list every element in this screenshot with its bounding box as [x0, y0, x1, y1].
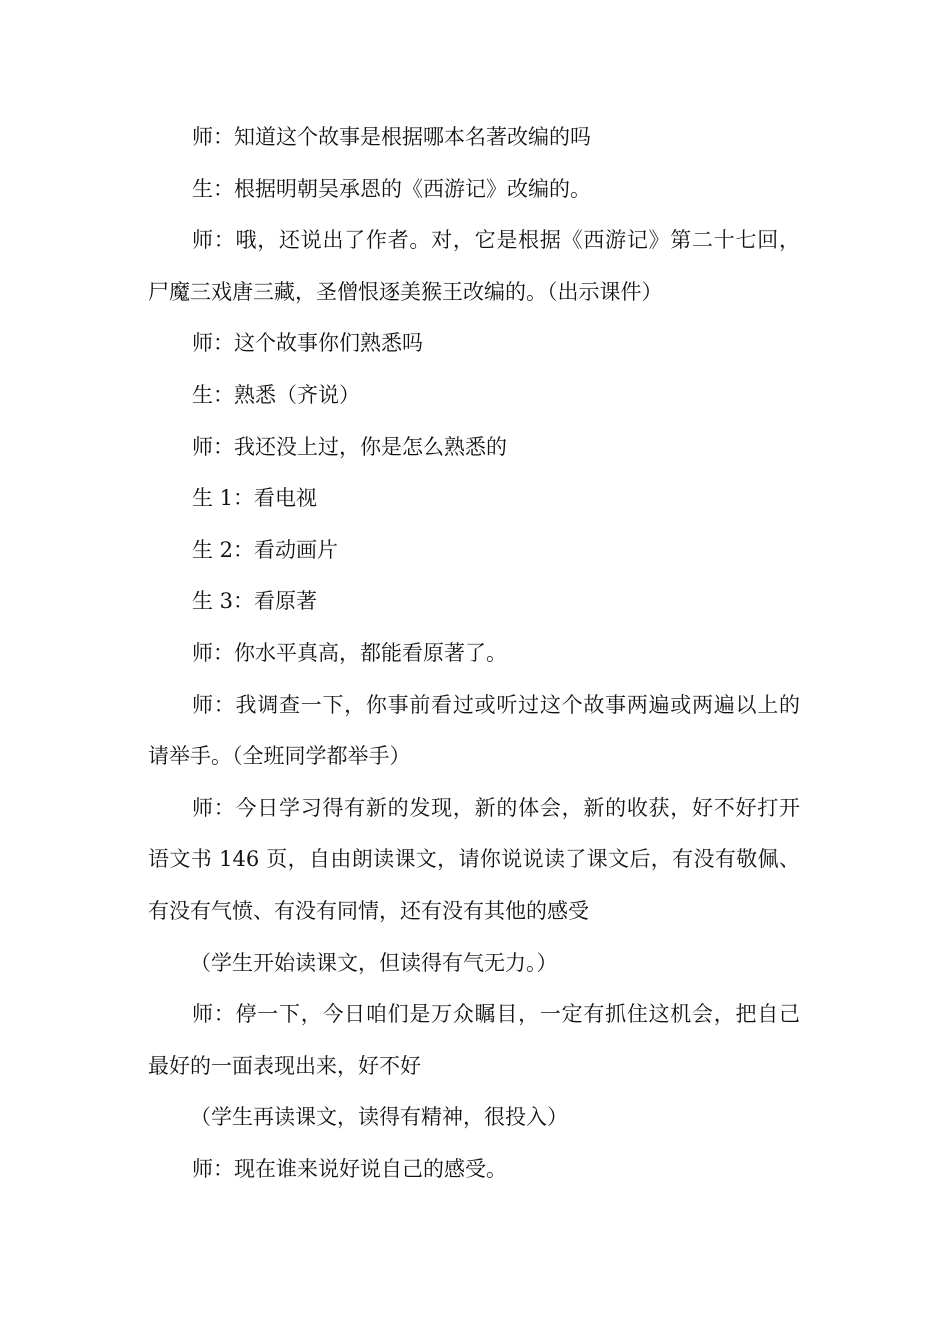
paragraph: 师：我还没上过，你是怎么熟悉的: [192, 434, 507, 459]
document-body: [148, 112, 800, 1195]
paragraph: 生 1：看电视: [192, 486, 318, 511]
stage-direction: （学生再读课文，读得有精神，很投入）: [190, 1105, 568, 1130]
paragraph: 师：你水平真高，都能看原著了。: [192, 640, 507, 665]
paragraph: 生：熟悉（齐说）: [192, 382, 360, 407]
paragraph: 生 2：看动画片: [192, 537, 339, 562]
paragraph: 师：哦，还说出了作者。对，它是根据《西游记》第二十七回，尸魔三戏唐三藏，圣僧恨逐美猴王改编的。（出示课件）: [148, 228, 800, 304]
paragraph: 师：我调查一下，你事前看过或听过这个故事两遍或两遍以上的请举手。（全班同学都举手）: [148, 692, 800, 769]
paragraph: 师：知道这个故事是根据哪本名著改编的吗: [192, 125, 591, 149]
paragraph: 师：停一下，今日咱们是万众瞩目，一定有抓住这机会，把自己最好的一面表现出来，好不好: [148, 1002, 800, 1078]
stage-direction: （学生开始读课文，但读得有气无力。）: [190, 950, 558, 975]
paragraph: 生：根据明朝吴承恩的《西游记》改编的。: [192, 176, 591, 201]
paragraph: 生 3：看原著: [192, 589, 318, 614]
paragraph: 师：今日学习得有新的发现，新的体会，新的收获，好不好打开语文书 146 页，自由朗读课文，请你说说读了课文后，有没有敬佩、有没有气愤、有没有同情，还有没有其他的感受: [148, 795, 800, 923]
paragraph: 师：这个故事你们熟悉吗: [192, 331, 423, 356]
paragraph: 师：现在谁来说好说自己的感受。: [192, 1156, 507, 1181]
